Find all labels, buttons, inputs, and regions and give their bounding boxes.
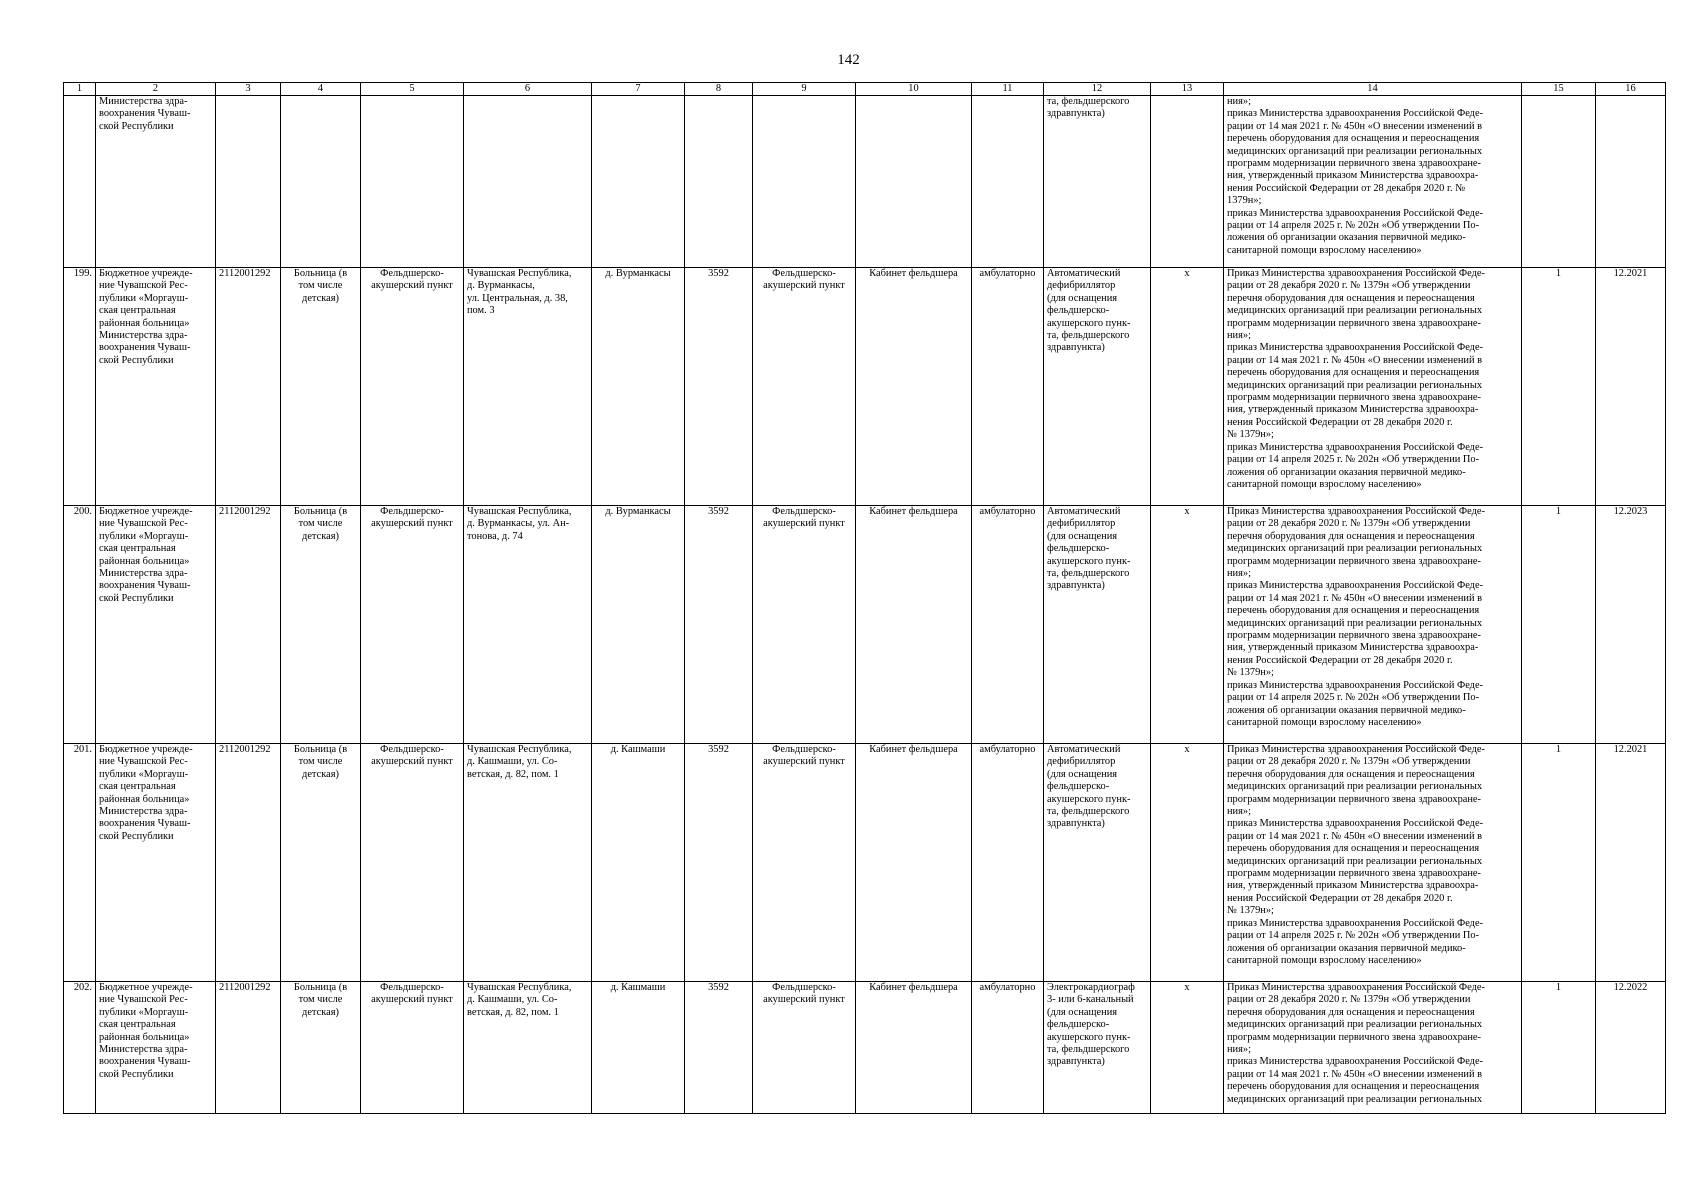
column-number-8: 8 xyxy=(685,83,753,96)
care-condition: амбулаторно xyxy=(972,506,1044,744)
column-number-3: 3 xyxy=(216,83,281,96)
locality-cell xyxy=(592,96,685,268)
room-cell xyxy=(856,96,972,268)
row-number xyxy=(64,96,96,268)
institution-type: Больница (в том числе детская) xyxy=(281,268,361,506)
row-number: 200. xyxy=(64,506,96,744)
quantity-cell: 1 xyxy=(1522,268,1596,506)
subdivision-cell: Фельдшерско- акушерский пункт xyxy=(753,744,856,982)
date-cell: 12.2022 xyxy=(1596,982,1666,1114)
column-number-16: 16 xyxy=(1596,83,1666,96)
date-cell: 12.2021 xyxy=(1596,744,1666,982)
inn-cell xyxy=(216,96,281,268)
equipment-cell: Автоматический дефибриллятор (для оснащения фельдшерско- акушерского пунк- та, фельдшерского здравпункта) xyxy=(1044,506,1151,744)
locality-cell: д. Вурманкасы xyxy=(592,506,685,744)
organization-name: Бюджетное учрежде- ние Чувашской Рес- публики «Моргауш- ская центральная районная больница» Министерства здра- воохранения Чуваш- ской Республики xyxy=(96,268,216,506)
locality-cell: д. Кашмаши xyxy=(592,982,685,1114)
date-cell: 12.2023 xyxy=(1596,506,1666,744)
header-row xyxy=(64,83,1666,96)
equipment-cell: Автоматический дефибриллятор (для оснащения фельдшерско- акушерского пунк- та, фельдшерского здравпункта) xyxy=(1044,268,1151,506)
institution-type: Больница (в том числе детская) xyxy=(281,506,361,744)
organization-name: Бюджетное учрежде- ние Чувашской Рес- публики «Моргауш- ская центральная районная больница» Министерства здра- воохранения Чуваш- ской Республики xyxy=(96,982,216,1114)
subdivision-cell: Фельдшерско- акушерский пункт xyxy=(753,506,856,744)
column-number-11: 11 xyxy=(972,83,1044,96)
inn-cell: 2112001292 xyxy=(216,982,281,1114)
mark-cell: х xyxy=(1151,744,1224,982)
column-number-7: 7 xyxy=(592,83,685,96)
structural-unit: Фельдшерско- акушерский пункт xyxy=(361,506,464,744)
code-cell xyxy=(685,96,753,268)
code-cell: 3592 xyxy=(685,744,753,982)
table-row xyxy=(64,744,1666,982)
care-condition xyxy=(972,96,1044,268)
row-number: 199. xyxy=(64,268,96,506)
mark-cell: х xyxy=(1151,506,1224,744)
subdivision-cell: Фельдшерско- акушерский пункт xyxy=(753,268,856,506)
code-cell: 3592 xyxy=(685,982,753,1114)
quantity-cell: 1 xyxy=(1522,744,1596,982)
equipment-cell: та, фельдшерского здравпункта) xyxy=(1044,96,1151,268)
equipment-table xyxy=(63,82,1666,1114)
structural-unit xyxy=(361,96,464,268)
equipment-cell: Электрокардиограф 3- или 6-канальный (для оснащения фельдшерско- акушерского пунк- та, фельдшерского здравпункта) xyxy=(1044,982,1151,1114)
column-number-12: 12 xyxy=(1044,83,1151,96)
room-cell: Кабинет фельдшера xyxy=(856,506,972,744)
table-body xyxy=(64,96,1666,1114)
mark-cell xyxy=(1151,96,1224,268)
column-number-10: 10 xyxy=(856,83,972,96)
legal-basis-cell: Приказ Министерства здравоохранения Российской Феде- рации от 28 декабря 2020 г. № 1379н «Об утверждении перечня оборудования для оснащения и переоснащения медицинских организаций при реализации региональных программ модернизации первичного звена здравоохране- ния»; приказ Министерства здравоохранения Российской Феде- рации от 14 мая 2021 г. № 450н «О внесении изменений в перечень оборудования для оснащения и переоснащения медицинских организаций при реализации региональных программ модернизации первичного звена здравоохране- ния, утвержденный приказом Министерства здравоохра- нения Российской Федерации от 28 декабря 2020 г. № 1379н»; приказ Министерства здравоохранения Российской Феде- рации от 14 апреля 2025 г. № 202н «Об утверждении По- ложения об организации оказания первичной медико- санитарной помощи взрослому населению» xyxy=(1224,744,1522,982)
room-cell: Кабинет фельдшера xyxy=(856,268,972,506)
row-number: 201. xyxy=(64,744,96,982)
column-number-14: 14 xyxy=(1224,83,1522,96)
structural-unit: Фельдшерско- акушерский пункт xyxy=(361,268,464,506)
institution-type: Больница (в том числе детская) xyxy=(281,744,361,982)
table-row xyxy=(64,96,1666,268)
structural-unit: Фельдшерско- акушерский пункт xyxy=(361,982,464,1114)
column-number-2: 2 xyxy=(96,83,216,96)
locality-cell: д. Вурманкасы xyxy=(592,268,685,506)
address-cell xyxy=(464,96,592,268)
structural-unit: Фельдшерско- акушерский пункт xyxy=(361,744,464,982)
column-number-15: 15 xyxy=(1522,83,1596,96)
care-condition: амбулаторно xyxy=(972,982,1044,1114)
table-row xyxy=(64,268,1666,506)
column-number-9: 9 xyxy=(753,83,856,96)
locality-cell: д. Кашмаши xyxy=(592,744,685,982)
subdivision-cell xyxy=(753,96,856,268)
room-cell: Кабинет фельдшера xyxy=(856,982,972,1114)
organization-name: Бюджетное учрежде- ние Чувашской Рес- публики «Моргауш- ская центральная районная больница» Министерства здра- воохранения Чуваш- ской Республики xyxy=(96,744,216,982)
legal-basis-cell: Приказ Министерства здравоохранения Российской Феде- рации от 28 декабря 2020 г. № 1379н «Об утверждении перечня оборудования для оснащения и переоснащения медицинских организаций при реализации региональных программ модернизации первичного звена здравоохране- ния»; приказ Министерства здравоохранения Российской Феде- рации от 14 мая 2021 г. № 450н «О внесении изменений в перечень оборудования для оснащения и переоснащения медицинских организаций при реализации региональных программ модернизации первичного звена здравоохране- ния, утвержденный приказом Министерства здравоохра- нения Российской Федерации от 28 декабря 2020 г. № 1379н»; приказ Министерства здравоохранения Российской Феде- рации от 14 апреля 2025 г. № 202н «Об утверждении По- ложения об организации оказания первичной медико- санитарной помощи взрослому населению» xyxy=(1224,506,1522,744)
mark-cell: х xyxy=(1151,268,1224,506)
address-cell: Чувашская Республика, д. Вурманкасы, ул. Ан- тонова, д. 74 xyxy=(464,506,592,744)
inn-cell: 2112001292 xyxy=(216,506,281,744)
care-condition: амбулаторно xyxy=(972,268,1044,506)
quantity-cell: 1 xyxy=(1522,506,1596,744)
column-number-header xyxy=(64,83,1666,96)
care-condition: амбулаторно xyxy=(972,744,1044,982)
quantity-cell xyxy=(1522,96,1596,268)
table-row xyxy=(64,506,1666,744)
legal-basis-cell: Приказ Министерства здравоохранения Российской Феде- рации от 28 декабря 2020 г. № 1379н «Об утверждении перечня оборудования для оснащения и переоснащения медицинских организаций при реализации региональных программ модернизации первичного звена здравоохране- ния»; приказ Министерства здравоохранения Российской Феде- рации от 14 мая 2021 г. № 450н «О внесении изменений в перечень оборудования для оснащения и переоснащения медицинских организаций при реализации региональных программ модернизации первичного звена здравоохране- ния, утвержденный приказом Министерства здравоохра- нения Российской Федерации от 28 декабря 2020 г. № 1379н»; приказ Министерства здравоохранения Российской Феде- рации от 14 апреля 2025 г. № 202н «Об утверждении По- ложения об организации оказания первичной медико- санитарной помощи взрослому населению» xyxy=(1224,268,1522,506)
date-cell: 12.2021 xyxy=(1596,268,1666,506)
address-cell: Чувашская Республика, д. Кашмаши, ул. Со- ветская, д. 82, пом. 1 xyxy=(464,744,592,982)
room-cell: Кабинет фельдшера xyxy=(856,744,972,982)
column-number-13: 13 xyxy=(1151,83,1224,96)
legal-basis-cell: ния»; приказ Министерства здравоохранения Российской Феде- рации от 14 мая 2021 г. № 450н «О внесении изменений в перечень оборудования для оснащения и переоснащения медицинских организаций при реализации региональных программ модернизации первичного звена здравоохране- ния, утвержденный приказом Министерства здравоохра- нения Российской Федерации от 28 декабря 2020 г. № 1379н»; приказ Министерства здравоохранения Российской Феде- рации от 14 апреля 2025 г. № 202н «Об утверждении По- ложения об организации оказания первичной медико- санитарной помощи взрослому населению» xyxy=(1224,96,1522,268)
institution-type: Больница (в том числе детская) xyxy=(281,982,361,1114)
inn-cell: 2112001292 xyxy=(216,268,281,506)
address-cell: Чувашская Республика, д. Вурманкасы, ул. Центральная, д. 38, пом. 3 xyxy=(464,268,592,506)
equipment-cell: Автоматический дефибриллятор (для оснащения фельдшерско- акушерского пунк- та, фельдшерского здравпункта) xyxy=(1044,744,1151,982)
page-number: 142 xyxy=(837,52,860,68)
institution-type xyxy=(281,96,361,268)
date-cell xyxy=(1596,96,1666,268)
column-number-4: 4 xyxy=(281,83,361,96)
address-cell: Чувашская Республика, д. Кашмаши, ул. Со- ветская, д. 82, пом. 1 xyxy=(464,982,592,1114)
organization-name: Бюджетное учрежде- ние Чувашской Рес- публики «Моргауш- ская центральная районная больница» Министерства здра- воохранения Чуваш- ской Республики xyxy=(96,506,216,744)
inn-cell: 2112001292 xyxy=(216,744,281,982)
quantity-cell: 1 xyxy=(1522,982,1596,1114)
organization-name: Министерства здра- воохранения Чуваш- ской Республики xyxy=(96,96,216,268)
column-number-5: 5 xyxy=(361,83,464,96)
table-row xyxy=(64,982,1666,1114)
row-number: 202. xyxy=(64,982,96,1114)
legal-basis-cell: Приказ Министерства здравоохранения Российской Феде- рации от 28 декабря 2020 г. № 1379н «Об утверждении перечня оборудования для оснащения и переоснащения медицинских организаций при реализации региональных программ модернизации первичного звена здравоохране- ния»; приказ Министерства здравоохранения Российской Феде- рации от 14 мая 2021 г. № 450н «О внесении изменений в перечень оборудования для оснащения и переоснащения медицинских организаций при реализации региональных xyxy=(1224,982,1522,1114)
column-number-1: 1 xyxy=(64,83,96,96)
mark-cell: х xyxy=(1151,982,1224,1114)
subdivision-cell: Фельдшерско- акушерский пункт xyxy=(753,982,856,1114)
code-cell: 3592 xyxy=(685,268,753,506)
code-cell: 3592 xyxy=(685,506,753,744)
column-number-6: 6 xyxy=(464,83,592,96)
